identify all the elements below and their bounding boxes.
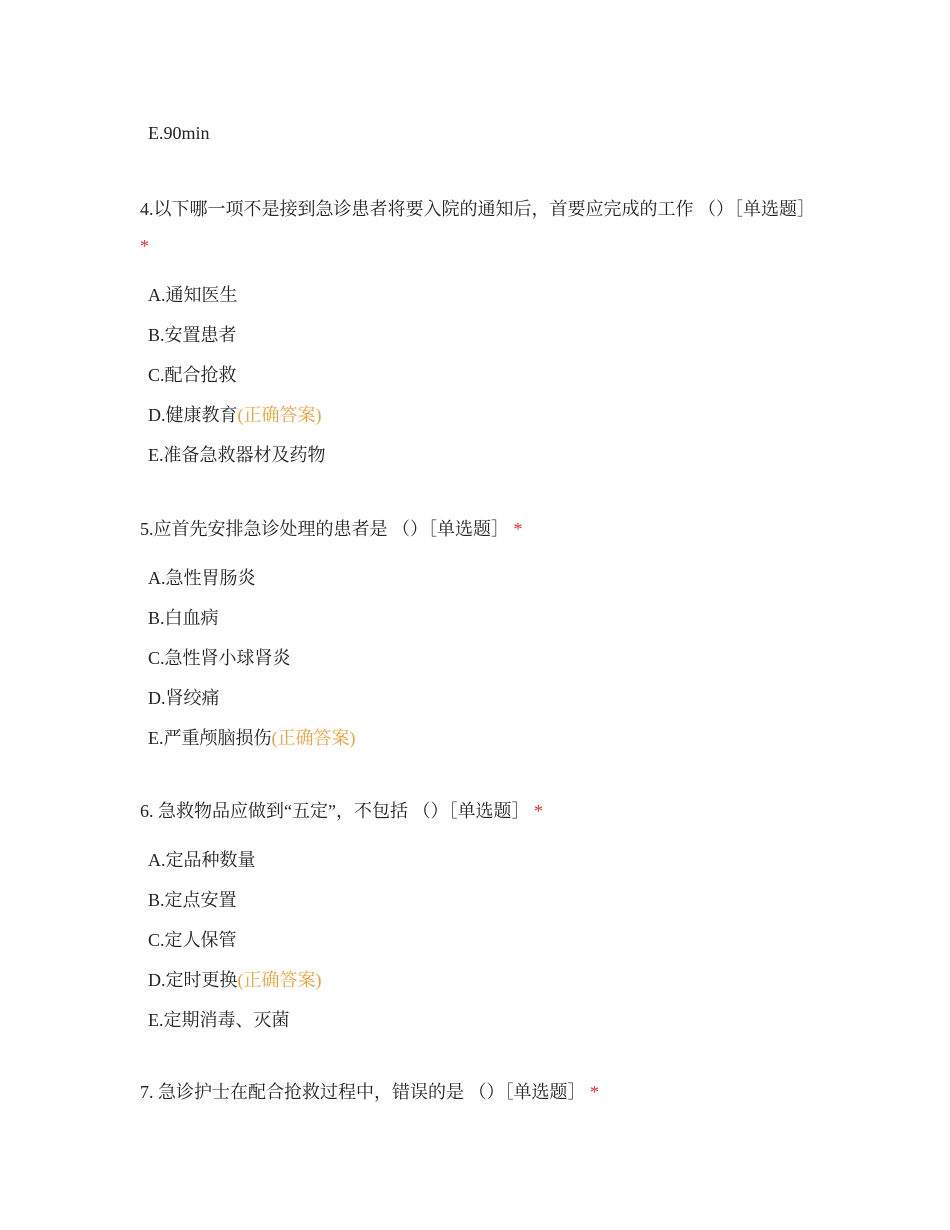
option-c: C.配合抢救 — [148, 365, 237, 385]
options-list — [140, 840, 820, 1040]
option-e: E.定期消毒、灭菌 — [148, 1010, 290, 1030]
option-d: D.肾绞痛 — [148, 688, 220, 708]
option-b: B.安置患者 — [148, 325, 237, 345]
required-mark: * — [513, 519, 523, 539]
option-c: C.定人保管 — [148, 930, 237, 950]
correct-answer-label: (正确答案) — [237, 970, 322, 990]
question-4 — [140, 191, 820, 475]
required-mark: * — [533, 801, 543, 821]
option-b: B.白血病 — [148, 608, 219, 628]
option-a: A.通知医生 — [148, 285, 238, 305]
option-d: D.健康教育(正确答案) — [148, 405, 322, 425]
option-c: C.急性肾小球肾炎 — [148, 648, 291, 668]
question-title: 5.应首先安排急诊处理的患者是 （）［单选题］ * — [140, 519, 523, 539]
option-e: E.严重颅脑损伤(正确答案) — [148, 728, 356, 748]
options-list — [140, 275, 820, 475]
question-7 — [140, 1074, 820, 1111]
option-b: B.定点安置 — [148, 890, 237, 910]
question-title: 6. 急救物品应做到“五定”，不包括 （）［单选题］ * — [140, 801, 543, 821]
option-a: A.急性胃肠炎 — [148, 568, 256, 588]
question-5 — [140, 511, 820, 758]
option-a: A.定品种数量 — [148, 850, 256, 870]
option-text: E.90min — [148, 123, 210, 143]
option-e-previous-question — [148, 121, 210, 145]
required-mark: * — [590, 1082, 599, 1102]
question-title: 7. 急诊护士在配合抢救过程中，错误的是 （）［单选题］ * — [140, 1082, 599, 1102]
options-list — [140, 558, 820, 758]
required-mark: * — [140, 236, 149, 256]
correct-answer-label: (正确答案) — [271, 728, 356, 748]
question-6 — [140, 793, 820, 1040]
correct-answer-label: (正确答案) — [237, 405, 322, 425]
question-title: 4.以下哪一项不是接到急诊患者将要入院的通知后，首要应完成的工作 （）［单选题］ * — [140, 199, 815, 256]
option-d: D.定时更换(正确答案) — [148, 970, 322, 990]
option-e: E.准备急救器材及药物 — [148, 445, 326, 465]
